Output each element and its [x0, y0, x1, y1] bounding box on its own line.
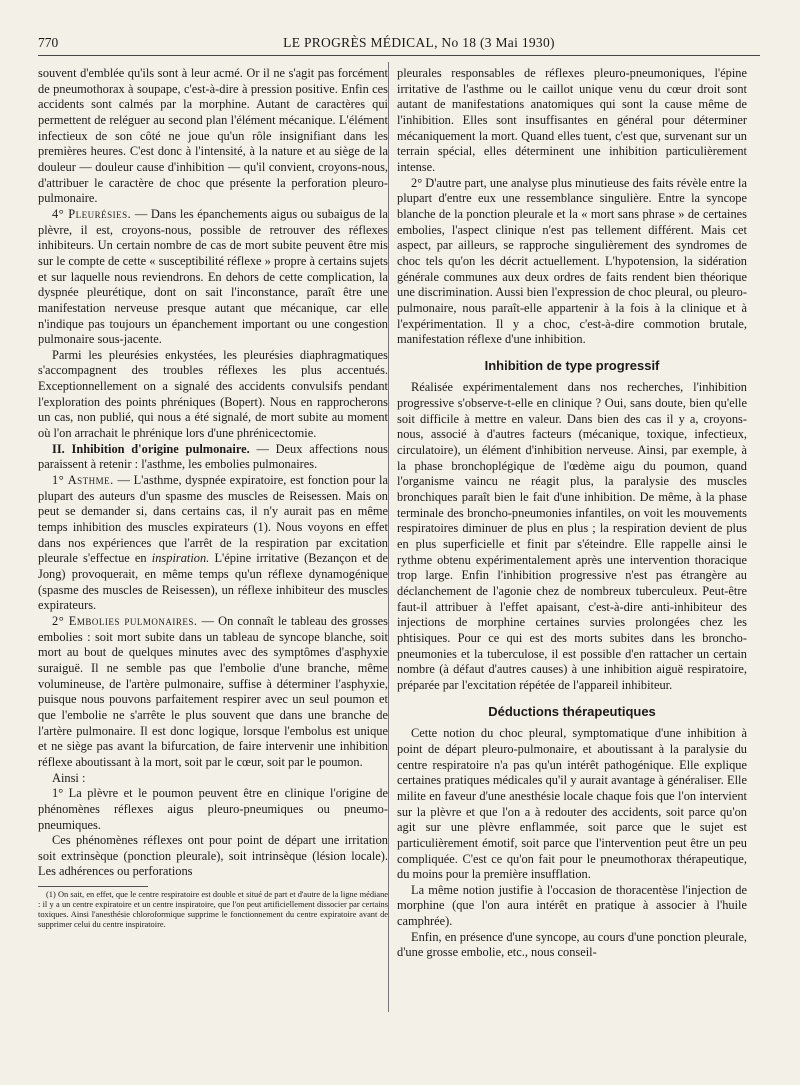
header-rule [38, 55, 760, 56]
paragraph: 1° La plèvre et le poumon peuvent être en clinique l'origine de phénomènes réflexes aigus pleuro-pneumiques ou pneumo-pneumiques. [38, 786, 388, 832]
section-lead: 2° Embolies pulmonaires. [52, 613, 198, 628]
paragraph: Réalisée expérimentalement dans nos recherches, l'inhibition progressive s'observe-t-elle en clinique ? Oui, sans doute, bien qu'elle soit difficile à mettre en valeur. Dans bien des cas il y a, croyons-nous, associé à d'autres facteurs (mécanique, toxique, infectieux, circulatoire), un élément d'inhibition nerveuse. Ainsi, par exemple, à la phase bronchoplégique de l'œdème aigu du poumon, quand l'organisme vaincu ne réagit plus, la paralysie des muscles bronchiques paraît bien le fait d'une inhibition. De même, à la phase terminale des broncho-pneumonies infantiles, on voit les mouvements respiratoires diminuer de plus en plus ; la respiration devient de plus en plus superficielle et finit par s'éteindre. Elle rappelle ainsi le rythme obtenu expérimentalement après une intervention thoracique trop large. Enfin l'inhibition progressive n'est pas étrangère au déclanchement de l'agonie chez de nombreux tuberculeux. Peut-être faut-il attribuer à l'effet apaisant, c'est-à-dire anti-inhibiteur des injections de morphine certaines survies prolongées chez les phtisiques. Pour ce qui est des morts subites dans les broncho-pneumonies et la tuberculose, il est possible d'en rattacher un certain nombre (à défaut d'autres causes) à une inhibition aiguë respiratoire, préparée par l'excitation répétée de l'appareil inhibiteur. [397, 380, 747, 692]
paragraph: 4° Pleurésies. — Dans les épanchements aigus ou subaigus de la plèvre, il est, croyons-nous, possible de retrouver des réflexes inhibiteurs. Un certain nombre de cas de mort subite peuvent être mis sur le compte de cette « susceptibilité réflexe » propre à certains sujets et sur laquelle nous reviendrons. En dehors de cette complication, la dyspnée pleurétique, dont on sait l'inconstance, paraît être une manifestation nerveuse presque autant que mécanique, car elle n'indique pas toujours un épanchement important ou une congestion pulmonaire sous-jacente. [38, 206, 388, 347]
paragraph: Enfin, en présence d'une syncope, au cours d'une ponction pleurale, d'une grosse embolie, etc., nous conseil- [397, 929, 747, 960]
section-heading: Déductions thérapeutiques [488, 703, 656, 719]
paragraph: Parmi les pleurésies enkystées, les pleurésies diaphragmatiques s'accompagnent des troubles réflexes les plus accentués. Exceptionnellement on a signalé des accidents convulsifs pendant l'exploration des points phréniques (Bopert). Nous en rapprocherons un cas, non publié, qui nous a été signalé, de mort subite au moment où l'on arrachait le phrénique lors d'une phrénicectomie. [38, 347, 388, 441]
journal-title: LE PROGRÈS MÉDICAL, No 18 (3 Mai 1930) [283, 35, 555, 50]
left-column [38, 66, 388, 930]
section-lead: 1° Asthme. [52, 473, 114, 488]
page-number: 770 [38, 35, 59, 50]
paragraph: Ces phénomènes réflexes ont pour point de départ une irritation soit extrinsèque (ponction pleurale), soit intrinsèque (lésion locale). Les adhérences ou perforations [38, 833, 388, 879]
paragraph: souvent d'emblée qu'ils sont à leur acmé. Or il ne s'agit pas forcément de pneumothorax à soupape, c'est-à-dire à pression positive. Enfin ces accidents sont calmés par la morphine. Autant de caractères qui permettent de reléguer au second plan l'élément mécanique. L'élément infectieux de son côté ne joue qu'un rôle insignifiant dans les premières heures. C'est donc à l'intensité, à la nature et au siège de la douleur — douleur cause d'inhibition — qu'il convient, croyons-nous, d'attribuer le caractère de choc que présente la perforation pleuro-pulmonaire. [38, 66, 388, 206]
section-lead: 4° Pleurésies. [52, 206, 132, 221]
paragraph: II. Inhibition d'origine pulmonaire. — Deux affections nous paraissent à retenir : l'asthme, les embolies pulmonaires. [38, 441, 388, 472]
column-divider [388, 62, 389, 1012]
paragraph: Cette notion du choc pleural, symptomatique d'une inhibition à point de départ pleuro-pulmonaire, et aboutissant à la paralysie du centre respiratoire n'a pas qu'un intérêt pathogénique. Elle explique certaines pratiques médicales qu'il y aurait avantage à généraliser. Elle milite en faveur d'une anesthésie locale chaque fois que l'on intervient sur la plèvre et que l'on a à redouter des accidents, soit parce qu'on agit sur une plèvre enflammée, soit parce que le sujet est particulièrement émotif, soit parce que l'intervention peut être un peu compliquée. C'est ce qu'on fait pour le pneumothorax thérapeutique, du moins pour la première insufflation. [397, 726, 747, 882]
paragraph: 1° Asthme. — L'asthme, dyspnée expiratoire, est fonction pour la plupart des auteurs d'un spasme des muscles de Reisessen. Mais on peut se demander si, dans certains cas, il n'y aurait pas en même temps inhibition des muscles expirateurs (1). Nous voyons en effet dans nos expériences que l'arrêt de la respiration par excitation pleurale s'effectue en inspiration. L'épine irritative (Bezançon et de Jong) provoquerait, en même temps qu'un réflexe dynamogénique (spasme des muscles de Reisessen), un réflexe inhibiteur des muscles expirateurs. [38, 473, 388, 613]
paragraph: pleurales responsables de réflexes pleuro-pneumoniques, l'épine irritative de l'asthme ou le caillot unique venu du cœur droit sont autant de manifestations anatomiques qui sont la cause même de l'inhibition. Elles sont insuffisantes en général pour déterminer mécaniquement la mort. Quand elles tuent, c'est que, survenant sur un terrain spécial, elles déterminent une inhibition particulièrement intense. [397, 66, 747, 174]
page-header [38, 33, 760, 53]
paragraph: La même notion justifie à l'occasion de thoracentèse l'injection de morphine (que l'on aura intérêt en pratique à associer à l'huile camphrée). [397, 882, 747, 929]
section-heading: Inhibition de type progressif [484, 357, 660, 373]
paragraph: Ainsi : [52, 770, 86, 785]
footnote: (1) On sait, en effet, que le centre respiratoire est double et situé de part et d'autre de la ligne médiane : il y a un centre expiratoire et un centre inspiratoire, que l'on peut artificiellement dissocier par certains toxiques. Ainsi l'anesthésie chloroformique supprime le fonctionnement du centre expiratoire avant de supprimer celui du centre inspiratoire. [38, 890, 388, 930]
paragraph: 2° D'autre part, une analyse plus minutieuse des faits révèle entre la plupart d'entre eux une ressemblance singulière. Entre la syncope blanche de la ponction pleurale et la « mort sans phrase » de certaines embolies, l'aspect clinique n'est pas tellement différent. Mais cet aspect, par ailleurs, se rapproche singulièrement des syndromes de choc tels qu'on les décrit actuellement. L'hypotension, la sidération générale communes aux deux ordres de faits rendent bien théorique une discrimination. Aussi bien l'expression de choc pleural, ou pleuro-pulmonaire, nous paraît-elle appartenir à la fois à la clinique et à l'expérimentation. Il y a choc, c'est-à-dire commotion brutale, manifestation réflexe d'une inhibition. [397, 175, 747, 347]
section-heading: II. Inhibition d'origine pulmonaire. [52, 441, 250, 456]
paragraph: 2° Embolies pulmonaires. — On connaît le tableau des grosses embolies : soit mort subite dans un tableau de syncope blanche, soit mort au bout de quelques minutes avec des symptômes d'asphyxie suraiguë. Il ne semble pas que l'embolie d'une branche, même volumineuse, de l'artère pulmonaire, suffise à déterminer l'asphyxie, puisque nous pouvons parfaitement respirer avec un seul poumon et que l'embolie ne s'arrête le plus souvent que dans une branche de l'artère pulmonaire. Il est donc logique, lorsque l'embolus est unique et ne siège pas avant la bifurcation, de faire intervenir une inhibition réflexe aboutissant à la mort, soit par le cœur, soit par le poumon. [38, 613, 388, 769]
footnote-rule [38, 886, 148, 887]
right-column [397, 66, 747, 961]
